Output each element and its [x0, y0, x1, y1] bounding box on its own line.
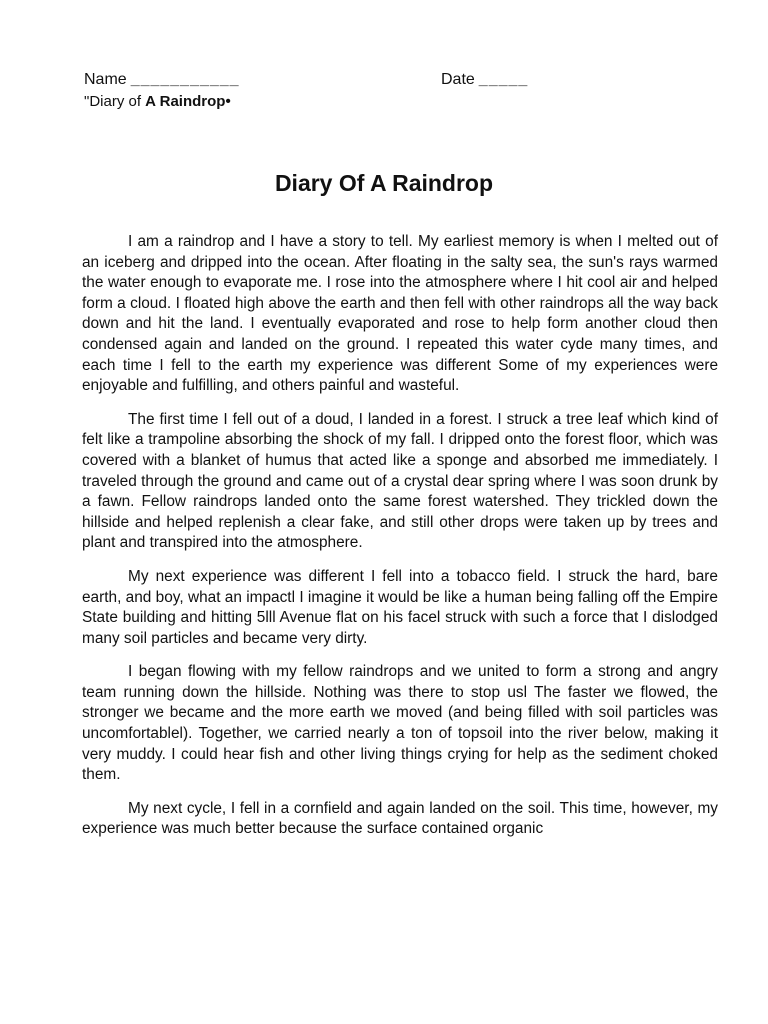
name-blank: ___________	[130, 71, 240, 88]
date-field	[441, 70, 528, 90]
story-paragraph-3: My next experience was different I fell into a tobacco field. I struck the hard, bare earth, and boy, what an impactl I imagine it would be like a human being falling off the Empire State building and hitting 5lll Avenue flat on his facel struck with such a force that I dislodged many soil particles and became very dirty.	[82, 567, 718, 647]
story-paragraph-1: I am a raindrop and I have a story to tell. My earliest memory is when I melted out of an iceberg and dripped into the ocean. After floating in the salty sea, the sun's rays warmed the water enough to evaporate me. I rose into the atmosphere where I hit cool air and helped form a cloud. I floated high above the earth and then fell with other raindrops all the way back down and hit the land. I eventually evaporated and rose to help form another cloud then condensed again and landed on the ground. I repeated this water cyde many times, and each time I fell to the earth my experience was different Some of my experiences were enjoyable and fulfilling, and others painful and wasteful.	[82, 233, 718, 395]
name-label: Name	[84, 71, 127, 88]
story-paragraph-5: My next cycle, I fell in a cornfield and again landed on the soil. This time, however, my experience was much better because the surface contained organic	[82, 799, 718, 838]
story-paragraph-4: I began flowing with my fellow raindrops and we united to form a strong and angry team running down the hillside. Nothing was there to stop usl The faster we flowed, the stronger we became and the more earth we moved (and being filled with soil particles was uncomfortablel). Together, we carried nearly a ton of topsoil into the river below, making it very muddy. I could hear fish and other living things crying for help as the sediment choked them.	[82, 663, 718, 784]
worksheet-subtitle	[84, 93, 231, 111]
name-field	[84, 70, 240, 90]
date-blank: _____	[478, 71, 529, 88]
story-body	[82, 232, 718, 853]
page-title: Diary Of A Raindrop	[274, 170, 494, 196]
story-paragraph-2: The first time I fell out of a doud, I landed in a forest. I struck a tree leaf which kind of felt like a trampoline absorbing the shock of my fall. I dripped onto the forest floor, which was covered with a blanket of humus that acted like a sponge and absorbed me immediately. I traveled through the ground and came out of a crystal dear spring where I was soon drunk by a fawn. Fellow raindrops landed onto the same forest watershed. They trickled down the hillside and helped replenish a clear fake, and still other drops were taken up by trees and plant and transpired into the atmosphere.	[82, 410, 718, 552]
subtitle-prefix: "Diary of	[84, 93, 146, 110]
date-label: Date	[441, 71, 475, 88]
subtitle-bold: A Raindrop•	[145, 93, 231, 110]
